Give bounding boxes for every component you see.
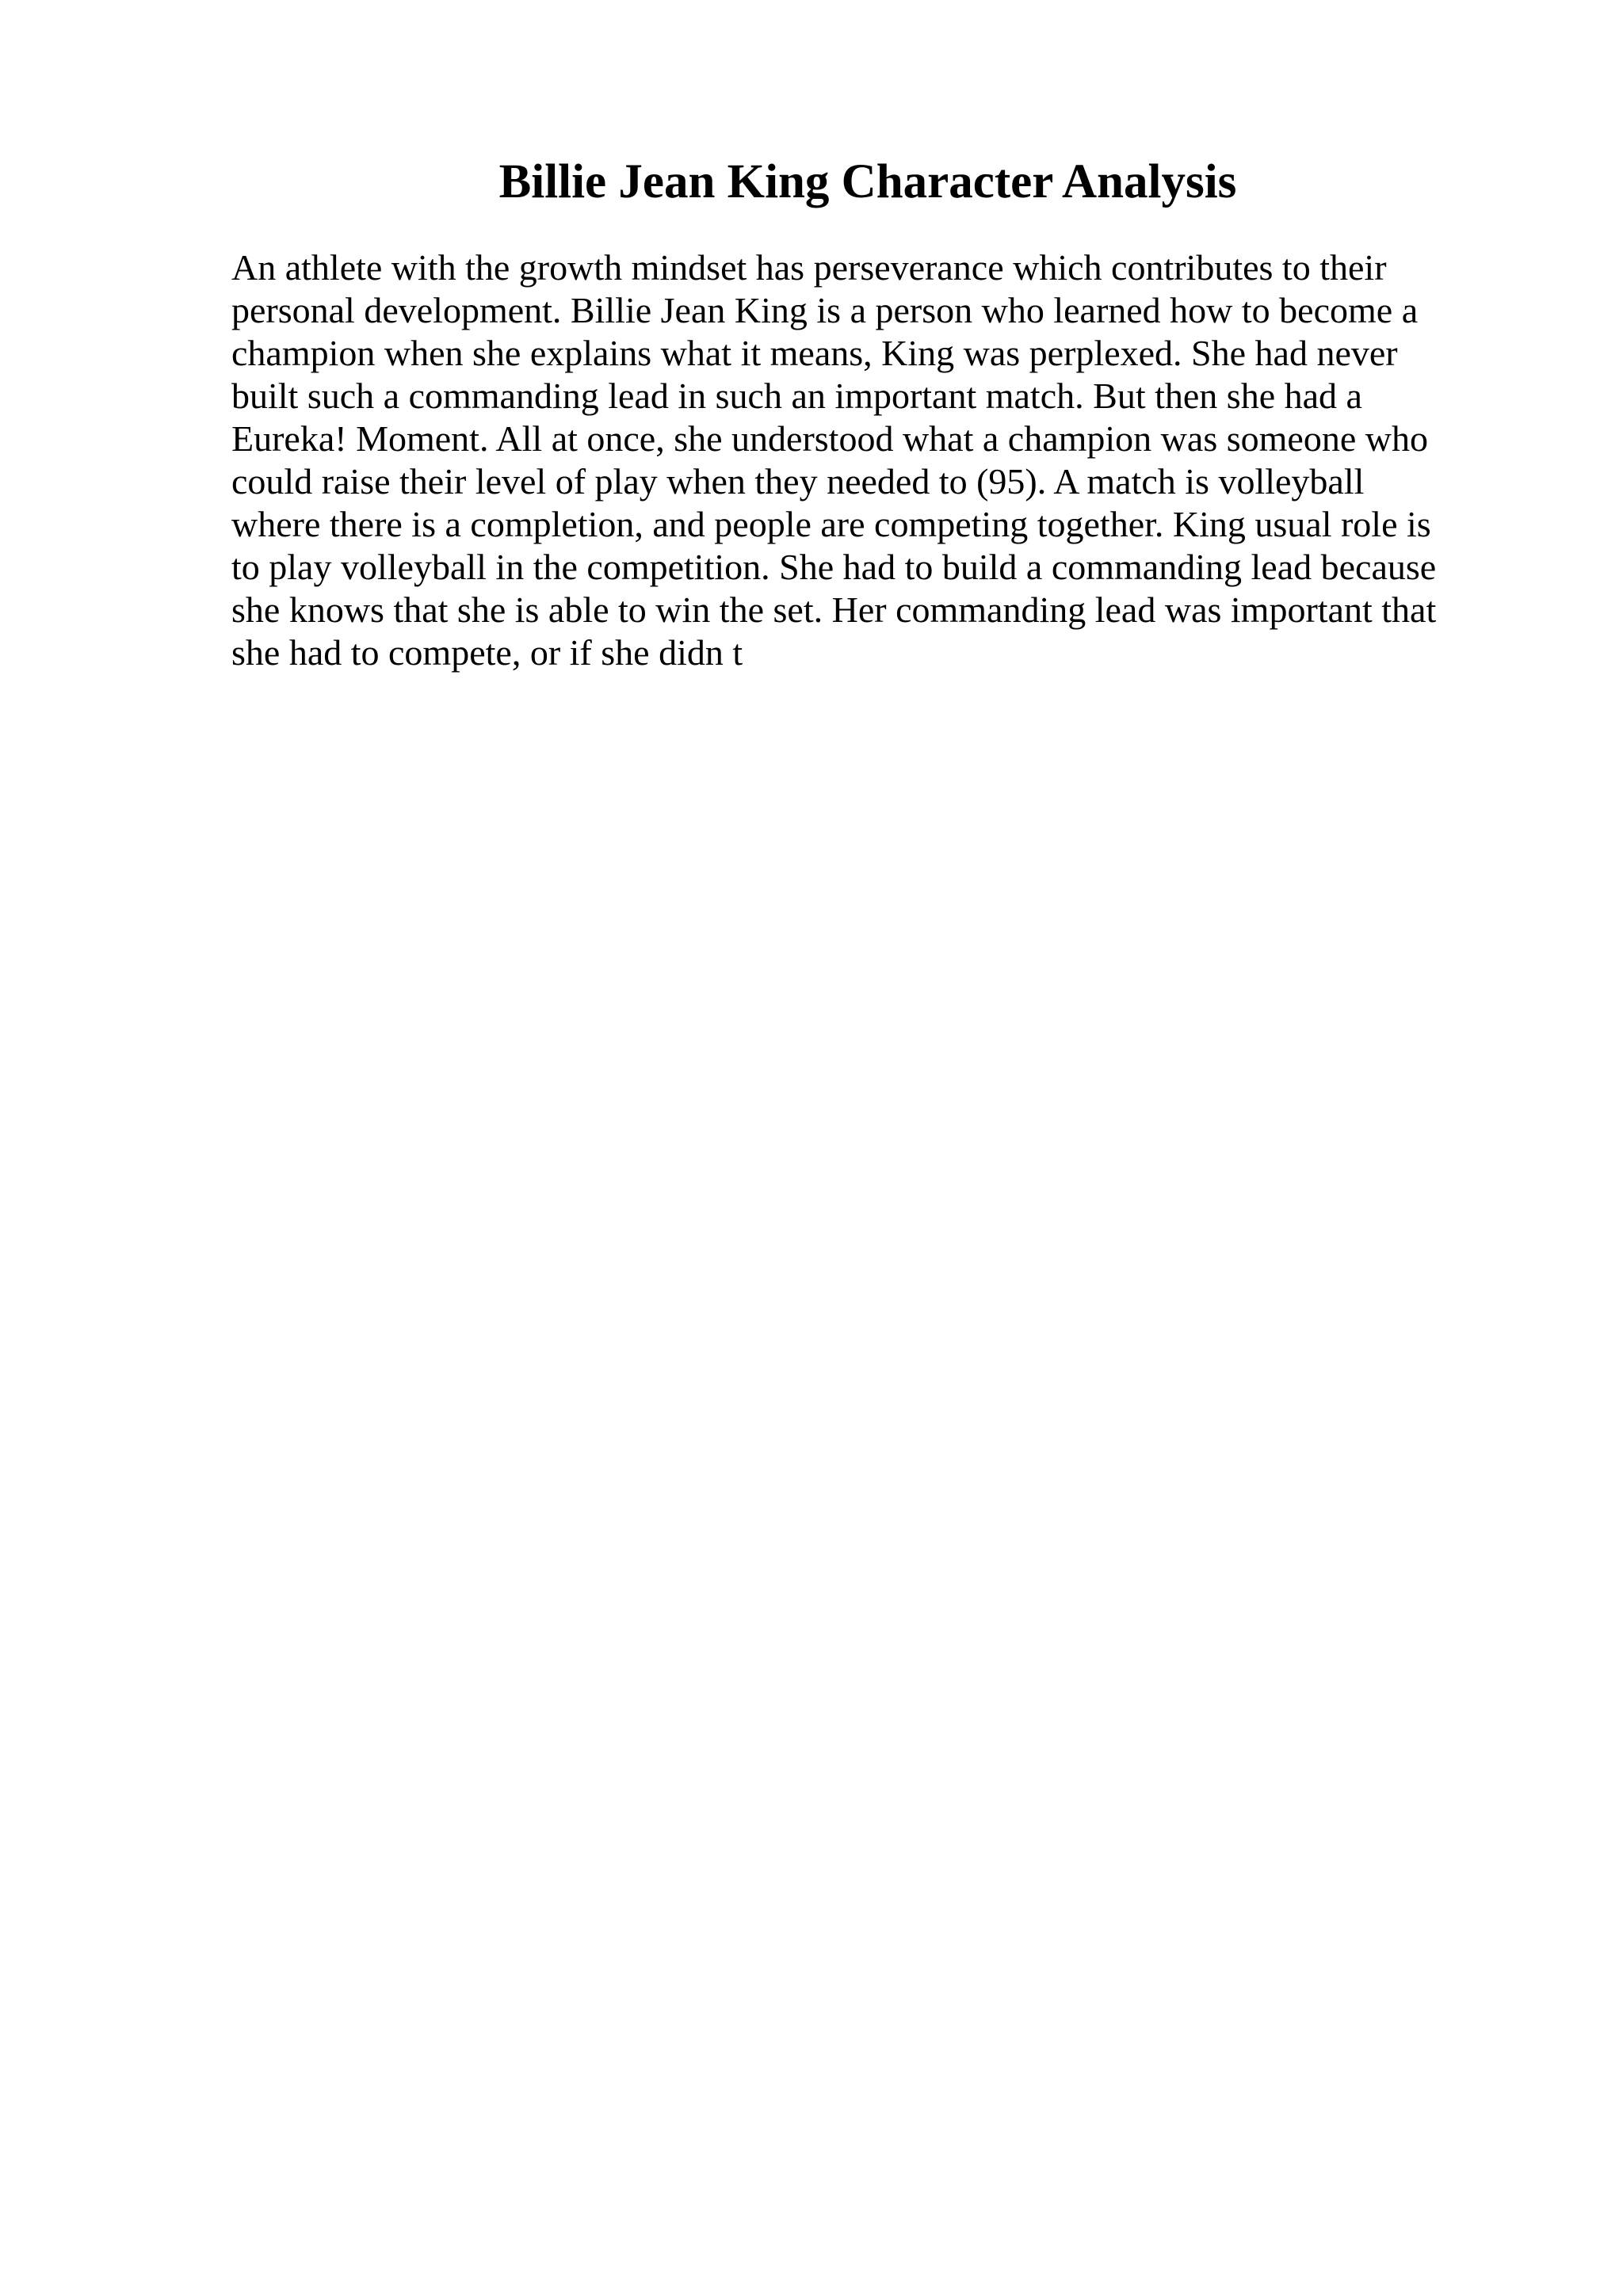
body-line: she knows that she is able to win the set. Her commanding lead was important that — [231, 589, 1437, 630]
body-line: built such a commanding lead in such an important match. But then she had a — [231, 376, 1362, 416]
essay-body — [231, 246, 1515, 674]
body-line: champion when she explains what it means, King was perplexed. She had never — [231, 333, 1398, 373]
body-line: could raise their level of play when they needed to (95). A match is volleyball — [231, 461, 1365, 502]
body-line: Eureka! Moment. All at once, she understood what a champion was someone who — [231, 418, 1428, 459]
body-line: to play volleyball in the competition. She had to build a commanding lead because — [231, 547, 1437, 587]
body-line: personal development. Billie Jean King is a person who learned how to become a — [231, 290, 1419, 330]
body-line: she had to compete, or if she didn t — [231, 632, 743, 673]
body-line: where there is a completion, and people are competing together. King usual role is — [231, 504, 1431, 544]
document-title: Billie Jean King Character Analysis — [498, 155, 1237, 208]
body-line: An athlete with the growth mindset has perseverance which contributes to their — [231, 247, 1387, 288]
